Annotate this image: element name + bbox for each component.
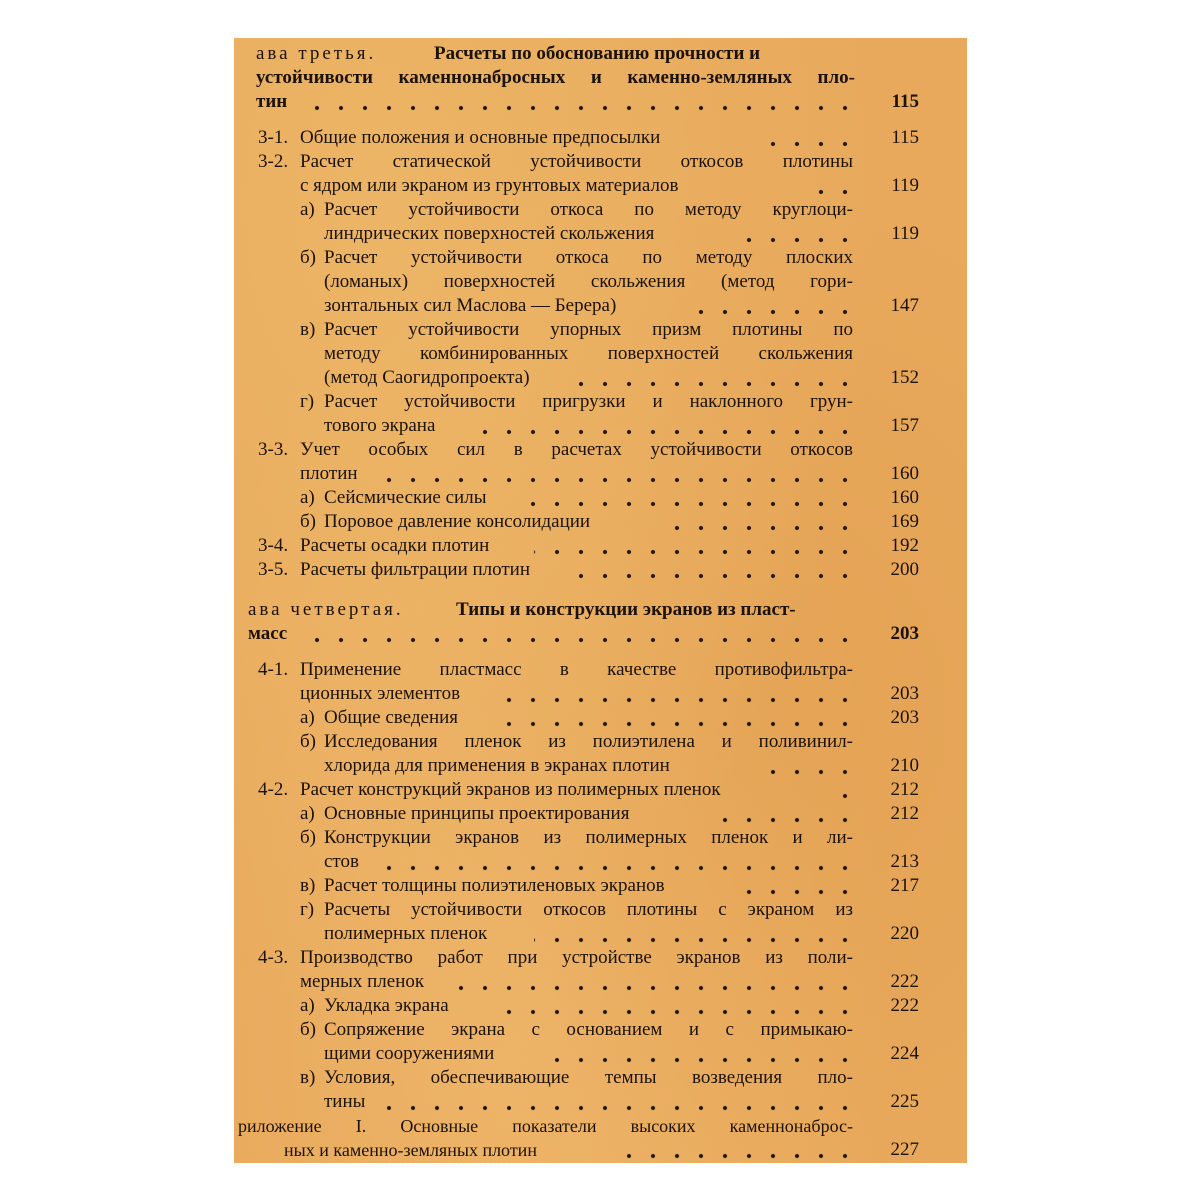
chapter-4-title-cont: масс <box>248 623 288 644</box>
appendix-1-cont <box>234 1138 967 1162</box>
toc-entry <box>234 778 967 802</box>
dot-leader <box>574 558 857 582</box>
appendix-title-cont: ных и каменно-земляных плотин <box>284 1140 537 1160</box>
chapter-3-heading <box>234 42 967 66</box>
subsection-label: а) <box>300 707 315 728</box>
entry-title-cont: тины <box>324 1091 366 1112</box>
page-number: 119 <box>891 223 919 244</box>
page-number: 224 <box>890 1043 919 1064</box>
page-number: 160 <box>890 487 919 508</box>
toc-subentry <box>234 318 967 342</box>
dot-leader <box>534 534 857 558</box>
subsection-label: в) <box>300 875 316 896</box>
dot-leader <box>524 486 857 510</box>
subsection-label: б) <box>300 731 316 752</box>
section-number: 4-3. <box>258 947 289 968</box>
toc-entry <box>234 946 967 970</box>
page-number: 212 <box>890 779 919 800</box>
page-number: 147 <box>890 295 919 316</box>
entry-title: Сопряжение экрана с основанием и с примыкаю- <box>324 1019 853 1040</box>
dot-leader <box>834 778 857 802</box>
page-number: 222 <box>890 971 919 992</box>
entry-title: Основные принципы проектирования <box>324 803 630 824</box>
chapter-3-heading-line3 <box>234 90 967 114</box>
dot-leader <box>374 462 857 486</box>
page-number: 200 <box>890 559 919 580</box>
toc-subentry <box>234 1066 967 1090</box>
toc-subentry <box>234 510 967 534</box>
entry-title: Общие положения и основные предпосылки <box>300 127 661 148</box>
toc-subentry-cont <box>234 414 967 438</box>
entry-title-cont: плотин <box>300 463 358 484</box>
page-number: 212 <box>890 803 919 824</box>
chapter-3-heading-line2 <box>234 66 967 90</box>
toc-subentry <box>234 486 967 510</box>
book-page <box>234 38 967 1163</box>
dot-leader <box>614 1138 857 1162</box>
toc-subentry <box>234 874 967 898</box>
entry-title-cont: зонтальных сил Маслова — Берера) <box>324 295 617 316</box>
appendix-1 <box>234 1114 967 1138</box>
entry-title-cont: стов <box>324 851 359 872</box>
dot-leader <box>494 994 857 1018</box>
entry-title: Применение пластмасс в качестве противофильтра- <box>300 659 853 680</box>
dot-leader <box>494 682 857 706</box>
subsection-label: а) <box>300 995 315 1016</box>
subsection-label: г) <box>300 391 315 412</box>
entry-title: Поровое давление консолидации <box>324 511 591 532</box>
page-number: 220 <box>890 923 919 944</box>
dot-leader <box>704 802 857 826</box>
entry-title: Расчет конструкций экранов из полимерных пленок <box>300 779 721 800</box>
subsection-label: в) <box>300 319 316 340</box>
dot-leader <box>574 366 857 390</box>
subsection-label: г) <box>300 899 315 920</box>
entry-title: Укладка экрана <box>324 995 449 1016</box>
entry-title-cont: мерных пленок <box>300 971 425 992</box>
toc-subentry-cont <box>234 342 967 366</box>
section-number: 3-2. <box>258 151 289 172</box>
dot-leader <box>300 90 857 114</box>
dot-leader <box>744 874 857 898</box>
toc-subentry <box>234 898 967 922</box>
chapter-4-title: Типы и конструкции экранов из пласт- <box>456 599 796 620</box>
toc-subentry <box>234 246 967 270</box>
subsection-label: в) <box>300 1067 316 1088</box>
toc-entry <box>234 534 967 558</box>
section-number: 4-2. <box>258 779 289 800</box>
dot-leader <box>494 706 857 730</box>
entry-title: Расчет устойчивости откоса по методу плоских <box>324 247 853 268</box>
subsection-label: б) <box>300 1019 316 1040</box>
entry-title-cont: хлорида для применения в экранах плотин <box>324 755 670 776</box>
dot-leader <box>534 922 857 946</box>
chapter-3-title-end: тин <box>256 91 288 112</box>
entry-title-cont: тового экрана <box>324 415 436 436</box>
subsection-label: б) <box>300 511 316 532</box>
subsection-label: а) <box>300 199 315 220</box>
dot-leader <box>694 294 857 318</box>
section-number: 4-1. <box>258 659 289 680</box>
toc-subentry-cont <box>234 754 967 778</box>
toc-entry <box>234 126 967 150</box>
toc-subentry-cont <box>234 922 967 946</box>
dot-leader <box>814 174 857 198</box>
entry-title: Расчет толщины полиэтиленовых экранов <box>324 875 665 896</box>
page-number: 203 <box>890 683 919 704</box>
dot-leader <box>734 222 857 246</box>
dot-leader <box>314 622 857 646</box>
entry-title-cont: с ядром или экраном из грунтовых материалов <box>300 175 679 196</box>
dot-leader <box>384 1090 857 1114</box>
entry-title: Расчеты осадки плотин <box>300 535 490 556</box>
toc-subentry <box>234 802 967 826</box>
toc-subentry-cont <box>234 366 967 390</box>
page-number: 157 <box>890 415 919 436</box>
toc-entry-cont <box>234 174 967 198</box>
page-margin <box>234 1163 967 1200</box>
page-number: 213 <box>890 851 919 872</box>
dot-leader <box>374 850 857 874</box>
page-number: 160 <box>890 463 919 484</box>
entry-title: Сейсмические силы <box>324 487 487 508</box>
toc-subentry-cont <box>234 270 967 294</box>
toc-entry <box>234 658 967 682</box>
page-number: 227 <box>890 1139 919 1160</box>
page-number: 222 <box>890 995 919 1016</box>
page-number: 169 <box>890 511 919 532</box>
entry-title: Конструкции экранов из полимерных пленок и ли- <box>324 827 853 848</box>
page-number: 203 <box>890 707 919 728</box>
chapter-3-lead: ава третья. <box>256 43 377 64</box>
entry-title-cont: щими сооружениями <box>324 1043 495 1064</box>
page-number: 192 <box>890 535 919 556</box>
entry-title: Расчет устойчивости пригрузки и наклонного грун- <box>324 391 853 412</box>
section-number: 3-3. <box>258 439 289 460</box>
dot-leader <box>764 754 857 778</box>
entry-title: Расчет статической устойчивости откосов плотины <box>300 151 853 172</box>
entry-title-cont: (ломаных) поверхностей скольжения (метод гори- <box>324 271 853 292</box>
toc-subentry <box>234 198 967 222</box>
toc-entry-cont <box>234 462 967 486</box>
toc-entry-cont <box>234 970 967 994</box>
toc-subentry-cont <box>234 850 967 874</box>
entry-title: Учет особых сил в расчетах устойчивости откосов <box>300 439 853 460</box>
page-number: 115 <box>891 91 919 112</box>
subsection-label: а) <box>300 487 315 508</box>
entry-title: Общие сведения <box>324 707 459 728</box>
entry-title-cont: методу комбинированных поверхностей скольжения <box>324 343 853 364</box>
chapter-4-lead: ава четвертая. <box>248 599 404 620</box>
section-number: 3-4. <box>258 535 289 556</box>
page-number: 119 <box>891 175 919 196</box>
appendix-title: риложение I. Основные показатели высоких каменнонаброс- <box>238 1116 853 1136</box>
entry-title: Исследования пленок из полиэтилена и поливинил- <box>324 731 853 752</box>
dot-leader <box>554 1042 857 1066</box>
entry-title-cont: линдрических поверхностей скольжения <box>324 223 655 244</box>
toc-entry <box>234 150 967 174</box>
entry-title: Условия, обеспечивающие темпы возведения пло- <box>324 1067 853 1088</box>
subsection-label: а) <box>300 803 315 824</box>
subsection-label: б) <box>300 247 316 268</box>
page-number: 152 <box>890 367 919 388</box>
page-number: 115 <box>891 127 919 148</box>
chapter-4-heading <box>234 598 967 622</box>
entry-title: Производство работ при устройстве экранов из поли- <box>300 947 853 968</box>
entry-title: Расчет устойчивости откоса по методу круглоци- <box>324 199 853 220</box>
toc-subentry-cont <box>234 1090 967 1114</box>
chapter-3-title: Расчеты по обоснованию прочности и <box>434 43 761 64</box>
page-number: 210 <box>890 755 919 776</box>
toc-entry <box>234 558 967 582</box>
toc-subentry <box>234 994 967 1018</box>
dot-leader <box>464 414 857 438</box>
toc-subentry <box>234 706 967 730</box>
toc-entry <box>234 438 967 462</box>
toc-subentry <box>234 390 967 414</box>
subsection-label: б) <box>300 827 316 848</box>
page-number: 217 <box>890 875 919 896</box>
dot-leader <box>664 510 857 534</box>
entry-title: Расчет устойчивости упорных призм плотины по <box>324 319 853 340</box>
chapter-3-title-cont: устойчивости каменнонабросных и каменно-земляных пло- <box>256 67 855 88</box>
toc-subentry-cont <box>234 222 967 246</box>
entry-title-cont: ционных элементов <box>300 683 461 704</box>
dot-leader <box>754 126 857 150</box>
page-number: 203 <box>890 623 919 644</box>
entry-title: Расчеты фильтрации плотин <box>300 559 531 580</box>
section-number: 3-5. <box>258 559 289 580</box>
entry-title-cont: (метод Саогидропроекта) <box>324 367 530 388</box>
toc-subentry <box>234 1018 967 1042</box>
entry-title-cont: полимерных пленок <box>324 923 488 944</box>
toc-subentry-cont <box>234 1042 967 1066</box>
page-number: 225 <box>890 1091 919 1112</box>
entry-title: Расчеты устойчивости откосов плотины с экраном из <box>324 899 853 920</box>
toc-entry-cont <box>234 682 967 706</box>
dot-leader <box>454 970 857 994</box>
toc-subentry-cont <box>234 294 967 318</box>
section-number: 3-1. <box>258 127 289 148</box>
chapter-4-heading-line2 <box>234 622 967 646</box>
toc-subentry <box>234 730 967 754</box>
toc-subentry <box>234 826 967 850</box>
